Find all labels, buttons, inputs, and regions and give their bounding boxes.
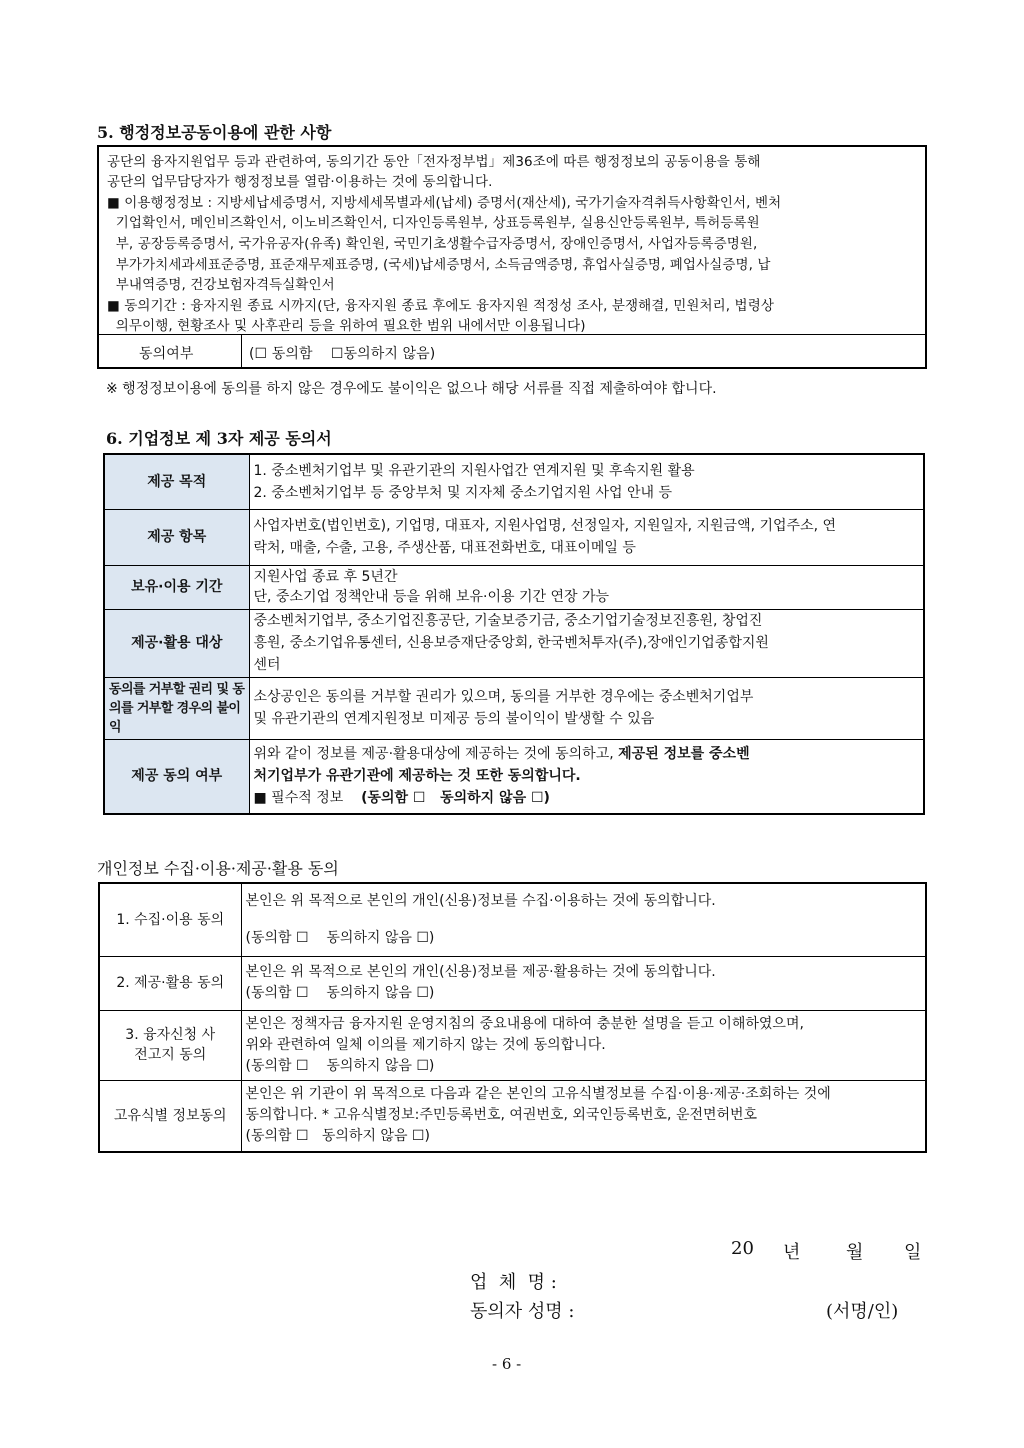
consent-checkbox-group[interactable]: (동의함 ☐ 동의하지 않음 ☐): [245, 1128, 430, 1145]
section5-line: 공단의 업무담당자가 행정정보를 열람·이용하는 것에 동의합니다.: [107, 174, 493, 190]
row-line: 본인은 위 목적으로 본인의 개인(신용)정보를 수집·이용하는 것에 동의합니다.: [245, 892, 716, 909]
row-line: 본인은 위 기관이 위 목적으로 다음과 같은 본인의 고유식별정보를 수집·이용·제공·조회하는 것에: [245, 1086, 831, 1103]
section5-line: 부내역증명, 건강보험자격득실확인서: [107, 277, 335, 293]
section5-line: ■ 동의기간 : 융자지원 종료 시까지(단, 융자지원 종료 후에도 융자지원 적정성 조사, 분쟁해결, 민원처리, 법령상: [107, 298, 774, 314]
table-row: [104, 677, 924, 739]
consent-label: 동의여부: [139, 346, 194, 362]
agree-text-bold: 처기업부가 유관기관에 제공하는 것 또한 동의합니다.: [253, 768, 581, 785]
row-line: 중소벤처기업부, 중소기업진흥공단, 기술보증기금, 중소기업기술정보진흥원, 창업진: [253, 613, 763, 629]
row-label: 고유식별 정보동의: [99, 1080, 241, 1152]
consent-divider: [99, 334, 925, 335]
row-content: [249, 454, 924, 509]
row-line: 위와 관련하여 일체 이의를 제기하지 않는 것에 동의합니다.: [245, 1036, 606, 1053]
page-number: - 6 -: [492, 1355, 522, 1373]
table-row: [104, 565, 924, 609]
row-label: 제공 항목: [104, 509, 249, 565]
row-line: 사업자번호(법인번호), 기업명, 대표자, 지원사업명, 선정일자, 지원일자, 지원금액, 기업주소, 연: [253, 518, 837, 534]
row-line: 2. 중소벤처기업부 등 중앙부처 및 지자체 중소기업지원 사업 안내 등: [253, 484, 673, 501]
personal-info-consent-table: [98, 882, 927, 1153]
row-line: 및 유관기관의 연계지원정보 미제공 등의 불이익이 발생할 수 있음: [253, 711, 655, 727]
row-line: [254, 743, 920, 765]
section6-title: 6. 기업정보 제 3자 제공 동의서: [106, 429, 332, 448]
section5-title: 5. 행정정보공동이용에 관한 사항: [97, 123, 332, 142]
row-label: 제공 목적: [104, 454, 249, 509]
table-row: [104, 509, 924, 565]
section5-note: ※ 행정정보이용에 동의를 하지 않은 경우에도 불이익은 없으나 해당 서류를 직접 제출하여야 합니다.: [106, 381, 717, 397]
row-label: 2. 제공·활용 동의: [99, 956, 241, 1010]
signature-mark[interactable]: (서명/인): [826, 1301, 899, 1322]
third-party-consent-table: [103, 453, 925, 815]
row-line: 소상공인은 동의를 거부할 권리가 있으며, 동의를 거부한 경우에는 중소벤처기업부: [253, 689, 754, 705]
section5-line: 부, 공장등록증명서, 국가유공자(유족) 확인원, 국민기초생활수급자증명서, 장애인증명서, 사업자등록증명원,: [107, 236, 758, 252]
row-label: 동의를 거부할 권리 및 동의를 거부할 경우의 불이익: [104, 677, 249, 739]
row-label-text: 3. 융자신청 사전고지 동의: [125, 1027, 216, 1063]
row-line: 지원사업 종료 후 5년간: [253, 569, 398, 585]
row-label: 제공 동의 여부: [104, 739, 249, 814]
row-content: [249, 677, 924, 739]
row-line: [254, 787, 920, 809]
section5-line: 공단의 융자지원업무 등과 관련하여, 동의기간 동안「전자정부법」제36조에 따른 행정정보의 공동이용을 통해: [107, 154, 761, 170]
row-line: 1. 중소벤처기업부 및 유관기관의 지원사업간 연계지원 및 후속지원 활용: [253, 462, 695, 479]
consent-checkbox-group[interactable]: (동의함 ☐ 동의하지 않음 ☐): [245, 1057, 435, 1074]
row-content: [249, 509, 924, 565]
row-line: 흥원, 중소기업유통센터, 신용보증재단중앙회, 한국벤처투자(주),장애인기업종합지원: [253, 635, 769, 651]
date-month-label: 월: [846, 1242, 864, 1263]
section5-line: 의무이행, 현황조사 및 사후관리 등을 위하여 필요한 범위 내에서만 이용됩니다): [107, 318, 586, 334]
date-day-label: 일: [904, 1242, 922, 1263]
row-content: [249, 609, 924, 677]
consent-checkbox-group[interactable]: (동의함 ☐ 동의하지 않음 ☐): [245, 985, 435, 1001]
table-row: [99, 1080, 926, 1152]
table-row: [104, 454, 924, 509]
row-content: [249, 739, 924, 814]
section5-line: 기업확인서, 메인비즈확인서, 이노비즈확인서, 디자인등록원부, 상표등록원부, 실용신안등록원부, 특허등록원: [107, 215, 760, 231]
row-label: 제공·활용 대상: [104, 609, 249, 677]
row-label: 1. 수집·이용 동의: [99, 883, 241, 956]
agree-text: 위와 같이 정보를 제공·활용대상에 제공하는 것에 동의하고,: [253, 746, 619, 763]
row-label: [99, 1010, 241, 1080]
row-line: 본인은 위 목적으로 본인의 개인(신용)정보를 제공·활용하는 것에 동의합니다.: [245, 964, 716, 980]
table-row: [99, 883, 926, 956]
required-info-label: ■ 필수적 정보: [253, 790, 344, 807]
row-line: 본인은 정책자금 융자지원 운영지침의 중요내용에 대하여 충분한 설명을 듣고 이해하였으며,: [245, 1015, 804, 1032]
row-content: [241, 883, 926, 956]
required-info-checkbox-group[interactable]: (동의함 ☐ 동의하지 않음 ☐): [361, 790, 550, 807]
row-line: 락처, 매출, 수출, 고용, 주생산품, 대표전화번호, 대표이메일 등: [253, 540, 636, 556]
row-content: [249, 565, 924, 609]
signer-name-label: 동의자 성명 :: [470, 1301, 575, 1322]
row-content: [241, 1010, 926, 1080]
table-row: [104, 739, 924, 814]
section7-title: 개인정보 수집·이용·제공·활용 동의: [97, 859, 339, 878]
consent-checkbox-group[interactable]: (☐ 동의함 ☐동의하지 않음): [249, 346, 436, 362]
agree-text-bold: 제공된 정보를 중소벤: [618, 746, 750, 763]
consent-checkbox-group[interactable]: (동의함 ☐ 동의하지 않음 ☐): [245, 929, 435, 946]
date-year-label: 년: [783, 1242, 801, 1263]
table-row: [99, 956, 926, 1010]
date-year: 20: [731, 1238, 754, 1259]
table-row: [99, 1010, 926, 1080]
section5-line: ■ 이용행정정보 : 지방세납세증명서, 지방세세목별과세(납세) 증명서(재산세), 국가기술자격취득사항확인서, 벤처: [107, 195, 782, 211]
row-line: 센터: [253, 657, 281, 673]
company-name-label: 업 체 명 :: [470, 1272, 557, 1293]
row-line: 단, 중소기업 정책안내 등을 위해 보유·이용 기간 연장 가능: [253, 589, 610, 605]
consent-col-divider: [241, 334, 242, 367]
row-content: [241, 956, 926, 1010]
row-content: [241, 1080, 926, 1152]
section5-line: 부가가치세과세표준증명, 표준재무제표증명, (국세)납세증명서, 소득금액증명, 휴업사실증명, 폐업사실증명, 납: [107, 257, 771, 273]
row-line: 동의합니다. * 고유식별정보:주민등록번호, 여권번호, 외국인등록번호, 운전면허번호: [245, 1107, 758, 1124]
row-label: 보유·이용 기간: [104, 565, 249, 609]
spacer: [246, 912, 922, 928]
section5-box: [97, 145, 927, 369]
table-row: [104, 609, 924, 677]
